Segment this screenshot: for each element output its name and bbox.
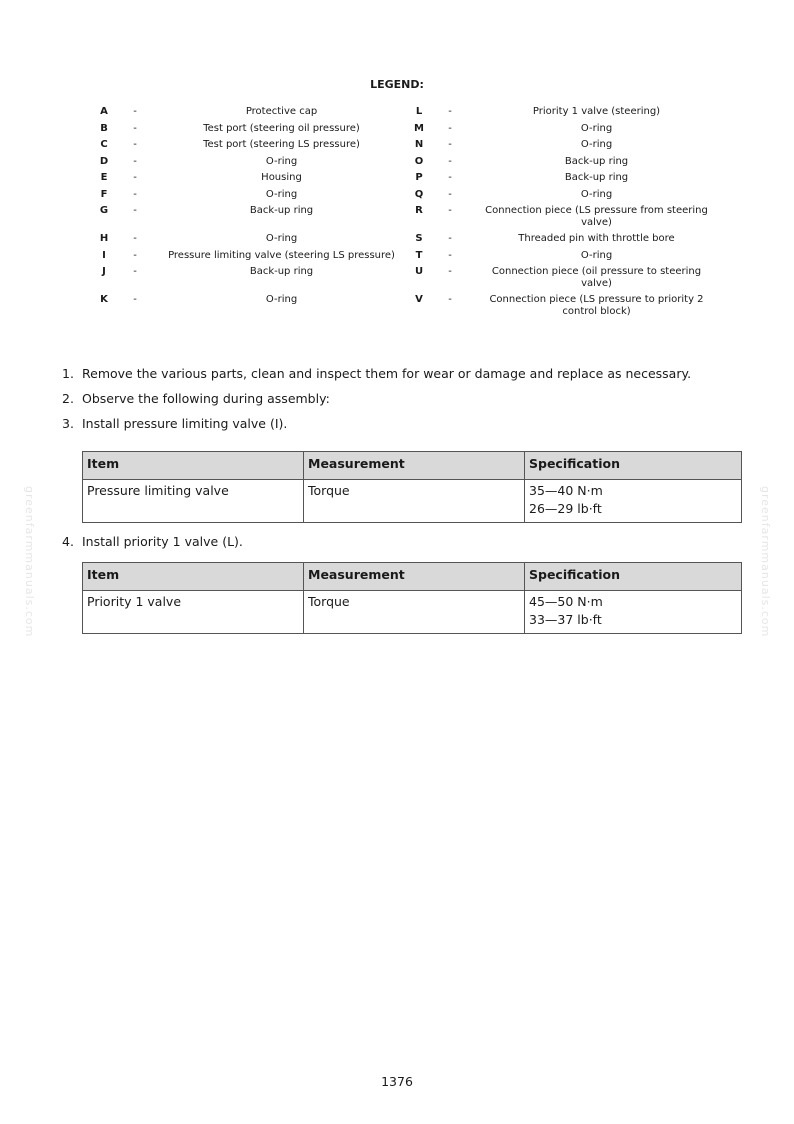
legend-separator: - [133, 106, 137, 117]
legend-separator: - [448, 233, 452, 244]
legend-key: T [415, 249, 423, 261]
legend-separator: - [133, 266, 137, 277]
step-2 [62, 391, 752, 406]
legend-description: O-ring [265, 155, 298, 167]
legend-row [98, 233, 728, 245]
legend-entry-left [98, 189, 413, 201]
legend-separator: - [133, 188, 137, 200]
spec-imperial: 33—37 lb·ft [529, 612, 602, 627]
table-row [83, 591, 742, 634]
legend-description: Back-up ring [564, 155, 629, 167]
table-header-row [83, 563, 742, 591]
legend-key: I [102, 249, 106, 261]
legend-description: Back-up ring [249, 205, 314, 216]
legend-key: F [100, 188, 108, 200]
legend-separator: - [133, 139, 137, 150]
legend-row [98, 189, 728, 201]
legend-separator: - [448, 188, 452, 200]
legend-entry-left [98, 106, 413, 118]
spec-metric: 35—40 N·m [529, 483, 603, 498]
legend-key: D [99, 155, 109, 167]
legend-entry-right [413, 250, 728, 262]
step-text: Install pressure limiting valve (I). [82, 416, 288, 431]
table-row [83, 480, 742, 523]
legend-list [98, 106, 728, 322]
specification-cell [525, 591, 742, 634]
torque-spec-table-pressure-limiting-valve [82, 451, 742, 523]
legend-separator: - [133, 249, 137, 261]
legend-key: B [100, 122, 108, 134]
legend-entry-left [98, 156, 413, 168]
item-cell: Priority 1 valve [83, 591, 304, 634]
column-header-specification: Specification [525, 452, 742, 480]
legend-entry-right [413, 266, 728, 289]
legend-key: U [414, 266, 424, 277]
measurement-cell: Torque [304, 480, 525, 523]
legend-entry-right [413, 205, 728, 228]
legend-row [98, 156, 728, 168]
legend-description: Test port (steering LS pressure) [203, 139, 360, 150]
legend-description: Priority 1 valve (steering) [532, 106, 661, 117]
legend-separator: - [448, 294, 452, 305]
legend-key: P [415, 172, 423, 183]
page-number: 1376 [381, 1074, 413, 1089]
step-4 [62, 534, 752, 549]
legend-separator: - [448, 122, 452, 134]
legend-entry-left [98, 139, 413, 151]
legend-separator: - [133, 172, 137, 183]
legend-key: C [100, 139, 108, 150]
legend-entry-left [98, 205, 413, 217]
legend-entry-right [413, 172, 728, 184]
step-number: 4. [62, 534, 74, 549]
legend-key: R [415, 205, 423, 216]
legend-key: E [100, 172, 108, 183]
watermark-left: greenfarmmanuals.com [23, 486, 36, 638]
legend-entry-right [413, 139, 728, 151]
legend-separator: - [448, 249, 452, 261]
legend-key: A [100, 106, 108, 117]
legend-row [98, 294, 728, 317]
legend-description: O-ring [580, 249, 613, 261]
step-number: 1. [62, 366, 74, 381]
legend-key: L [415, 106, 423, 117]
legend-separator: - [133, 233, 137, 244]
legend-entry-left [98, 250, 413, 262]
watermark-right: greenfarmmanuals.com [759, 486, 772, 638]
legend-description: Connection piece (LS pressure to priority 2 control block) [489, 294, 704, 317]
legend-key: V [415, 294, 423, 305]
legend-separator: - [448, 205, 452, 216]
legend-row [98, 266, 728, 289]
spec-metric: 45—50 N·m [529, 594, 603, 609]
legend-description: Connection piece (LS pressure from steering valve) [485, 205, 708, 228]
legend-description: Protective cap [245, 106, 318, 117]
legend-key: H [99, 233, 109, 244]
legend-entry-left [98, 123, 413, 135]
legend-entry-right [413, 123, 728, 135]
legend-key: S [415, 233, 423, 244]
legend-entry-left [98, 294, 413, 306]
step-text: Remove the various parts, clean and inspect them for wear or damage and replace as necessary. [82, 366, 692, 381]
legend-separator: - [448, 139, 452, 150]
legend-separator: - [133, 294, 137, 305]
legend-description: O-ring [265, 233, 298, 244]
legend-entry-right [413, 106, 728, 118]
column-header-measurement: Measurement [304, 563, 525, 591]
legend-key: O [414, 155, 424, 167]
step-text: Observe the following during assembly: [82, 391, 330, 406]
column-header-item: Item [83, 563, 304, 591]
legend-description: O-ring [580, 139, 613, 150]
legend-separator: - [133, 122, 137, 134]
torque-spec-table-priority-1-valve [82, 562, 742, 634]
legend-entry-left [98, 172, 413, 184]
legend-description: O-ring [265, 188, 298, 200]
legend-separator: - [448, 172, 452, 183]
legend-key: M [414, 122, 424, 134]
step-text: Install priority 1 valve (L). [82, 534, 243, 549]
legend-row [98, 205, 728, 228]
measurement-cell: Torque [304, 591, 525, 634]
column-header-specification: Specification [525, 563, 742, 591]
legend-entry-right [413, 294, 728, 317]
legend-separator: - [448, 106, 452, 117]
legend-row [98, 106, 728, 118]
legend-description: Pressure limiting valve (steering LS pressure) [168, 249, 395, 261]
legend-description: Connection piece (oil pressure to steering valve) [491, 266, 702, 289]
item-cell: Pressure limiting valve [83, 480, 304, 523]
legend-separator: - [448, 155, 452, 167]
legend-entry-left [98, 233, 413, 245]
legend-row [98, 250, 728, 262]
step-number: 2. [62, 391, 74, 406]
spec-imperial: 26—29 lb·ft [529, 501, 602, 516]
step-1 [62, 366, 752, 381]
column-header-item: Item [83, 452, 304, 480]
legend-key: G [99, 205, 109, 216]
column-header-measurement: Measurement [304, 452, 525, 480]
legend-description: O-ring [580, 122, 613, 134]
legend-separator: - [133, 155, 137, 167]
legend-separator: - [133, 205, 137, 216]
legend-row [98, 123, 728, 135]
table-header-row [83, 452, 742, 480]
legend-row [98, 139, 728, 151]
legend-key: Q [414, 188, 424, 200]
legend-description: O-ring [265, 294, 298, 305]
legend-separator: - [448, 266, 452, 277]
legend-description: Threaded pin with throttle bore [518, 233, 675, 244]
legend-entry-right [413, 156, 728, 168]
legend-description: O-ring [580, 188, 613, 200]
legend-description: Back-up ring [564, 172, 629, 183]
legend-entry-right [413, 233, 728, 245]
legend-key: K [100, 294, 108, 305]
specification-cell [525, 480, 742, 523]
legend-description: Test port (steering oil pressure) [203, 122, 360, 134]
step-number: 3. [62, 416, 74, 431]
legend-description: Housing [261, 172, 302, 183]
legend-description: Back-up ring [249, 266, 314, 277]
legend-row [98, 172, 728, 184]
legend-key: J [102, 266, 106, 277]
legend-entry-left [98, 266, 413, 278]
legend-key: N [414, 139, 424, 150]
legend-entry-right [413, 189, 728, 201]
legend-title: LEGEND: [370, 78, 424, 91]
step-3 [62, 416, 752, 431]
